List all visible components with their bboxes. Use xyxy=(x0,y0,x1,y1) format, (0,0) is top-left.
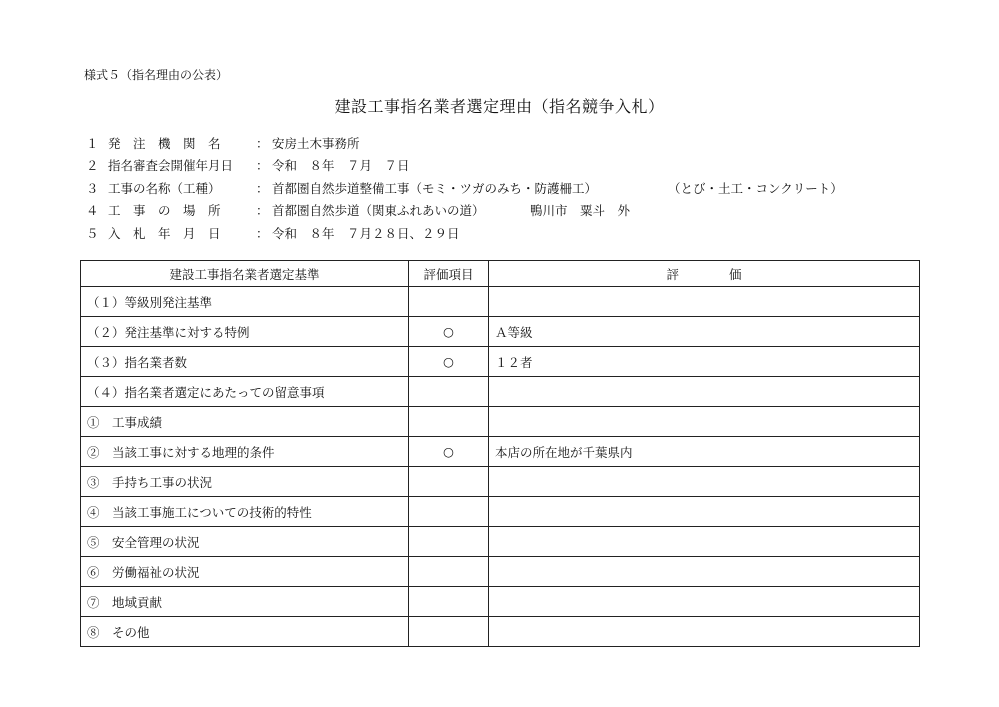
criterion-cell: ① 工事成績 xyxy=(81,407,409,437)
document-title: 建設工事指名業者選定理由（指名競争入札） xyxy=(334,97,665,116)
info-number: １ xyxy=(86,136,99,151)
info-number: ２ xyxy=(86,158,99,174)
evaluation-cell xyxy=(489,497,920,527)
info-value: 首都圏自然歩道（関東ふれあいの道） xyxy=(272,203,485,219)
info-colon: ： xyxy=(256,158,269,174)
table-row xyxy=(81,407,920,437)
evaluation-cell xyxy=(489,407,920,437)
evaluation-cell: 本店の所在地が千葉県内 xyxy=(489,437,920,467)
criterion-cell: ② 当該工事に対する地理的条件 xyxy=(81,437,409,467)
evaluation-mark-cell: ○ xyxy=(409,347,489,377)
info-value: 令和 ８年 ７月２８日、２９日 xyxy=(272,225,460,241)
evaluation-cell xyxy=(489,617,920,647)
evaluation-mark-cell xyxy=(409,587,489,617)
header-evaluation-item: 評価項目 xyxy=(409,261,489,287)
evaluation-mark-cell xyxy=(409,377,489,407)
criterion-cell: ⑧ その他 xyxy=(81,617,409,647)
criterion-cell: ⑦ 地域貢献 xyxy=(81,587,409,617)
criterion-cell: ⑥ 労働福祉の状況 xyxy=(81,557,409,587)
evaluation-mark-cell: ○ xyxy=(409,437,489,467)
info-colon: ： xyxy=(256,225,269,241)
evaluation-cell xyxy=(489,587,920,617)
evaluation-mark-cell xyxy=(409,617,489,647)
info-label: 発 注 機 関 名 xyxy=(108,136,221,151)
info-value: 令和 ８年 ７月 ７日 xyxy=(272,158,410,174)
evaluation-mark-cell xyxy=(409,557,489,587)
criterion-cell: ④ 当該工事施工についての技術的特性 xyxy=(81,497,409,527)
info-location-detail: 鴨川市 粟斗 外 xyxy=(530,203,631,219)
evaluation-cell: Ａ等級 xyxy=(489,317,920,347)
criterion-cell: （２）発注基準に対する特例 xyxy=(81,317,409,347)
info-value: 首都圏自然歩道整備工事（モミ・ツガのみち・防護柵工） xyxy=(272,180,598,196)
evaluation-mark-cell xyxy=(409,407,489,437)
table-row xyxy=(81,377,920,407)
criterion-cell: （４）指名業者選定にあたっての留意事項 xyxy=(81,377,409,407)
evaluation-cell xyxy=(489,527,920,557)
info-number: ５ xyxy=(86,225,99,241)
info-value: 安房土木事務所 xyxy=(272,136,360,151)
criterion-cell: （３）指名業者数 xyxy=(81,347,409,377)
evaluation-mark-cell xyxy=(409,287,489,317)
info-number: ３ xyxy=(86,180,99,196)
info-colon: ： xyxy=(256,180,269,196)
info-label: 指名審査会開催年月日 xyxy=(108,158,234,174)
evaluation-cell xyxy=(489,377,920,407)
selection-criteria-table xyxy=(80,260,920,647)
table-row xyxy=(81,587,920,617)
info-colon: ： xyxy=(256,136,269,151)
criterion-cell: ③ 手持ち工事の状況 xyxy=(81,467,409,497)
info-colon: ： xyxy=(256,203,269,219)
form-number: 様式５（指名理由の公表） xyxy=(84,68,229,82)
evaluation-cell xyxy=(489,557,920,587)
table-row xyxy=(81,467,920,497)
evaluation-cell xyxy=(489,287,920,317)
header-evaluation: 評 価 xyxy=(489,261,920,287)
table-row xyxy=(81,527,920,557)
table-row xyxy=(81,437,920,467)
info-number: ４ xyxy=(86,203,99,219)
criterion-cell: （１）等級別発注基準 xyxy=(81,287,409,317)
table-row xyxy=(81,317,920,347)
table-row xyxy=(81,497,920,527)
evaluation-mark-cell: ○ xyxy=(409,317,489,347)
info-label: 入 札 年 月 日 xyxy=(108,225,221,241)
criterion-cell: ⑤ 安全管理の状況 xyxy=(81,527,409,557)
evaluation-mark-cell xyxy=(409,527,489,557)
evaluation-cell xyxy=(489,467,920,497)
evaluation-mark-cell xyxy=(409,467,489,497)
info-label: 工事の名称（工種） xyxy=(108,180,221,196)
header-criteria: 建設工事指名業者選定基準 xyxy=(81,261,409,287)
table-header-row xyxy=(81,261,920,287)
table-row xyxy=(81,347,920,377)
table-row xyxy=(81,557,920,587)
evaluation-cell: １２者 xyxy=(489,347,920,377)
info-label: 工 事 の 場 所 xyxy=(108,203,221,219)
evaluation-mark-cell xyxy=(409,497,489,527)
table-row xyxy=(81,287,920,317)
table-row xyxy=(81,617,920,647)
info-work-type: （とび・土工・コンクリート） xyxy=(668,180,843,196)
